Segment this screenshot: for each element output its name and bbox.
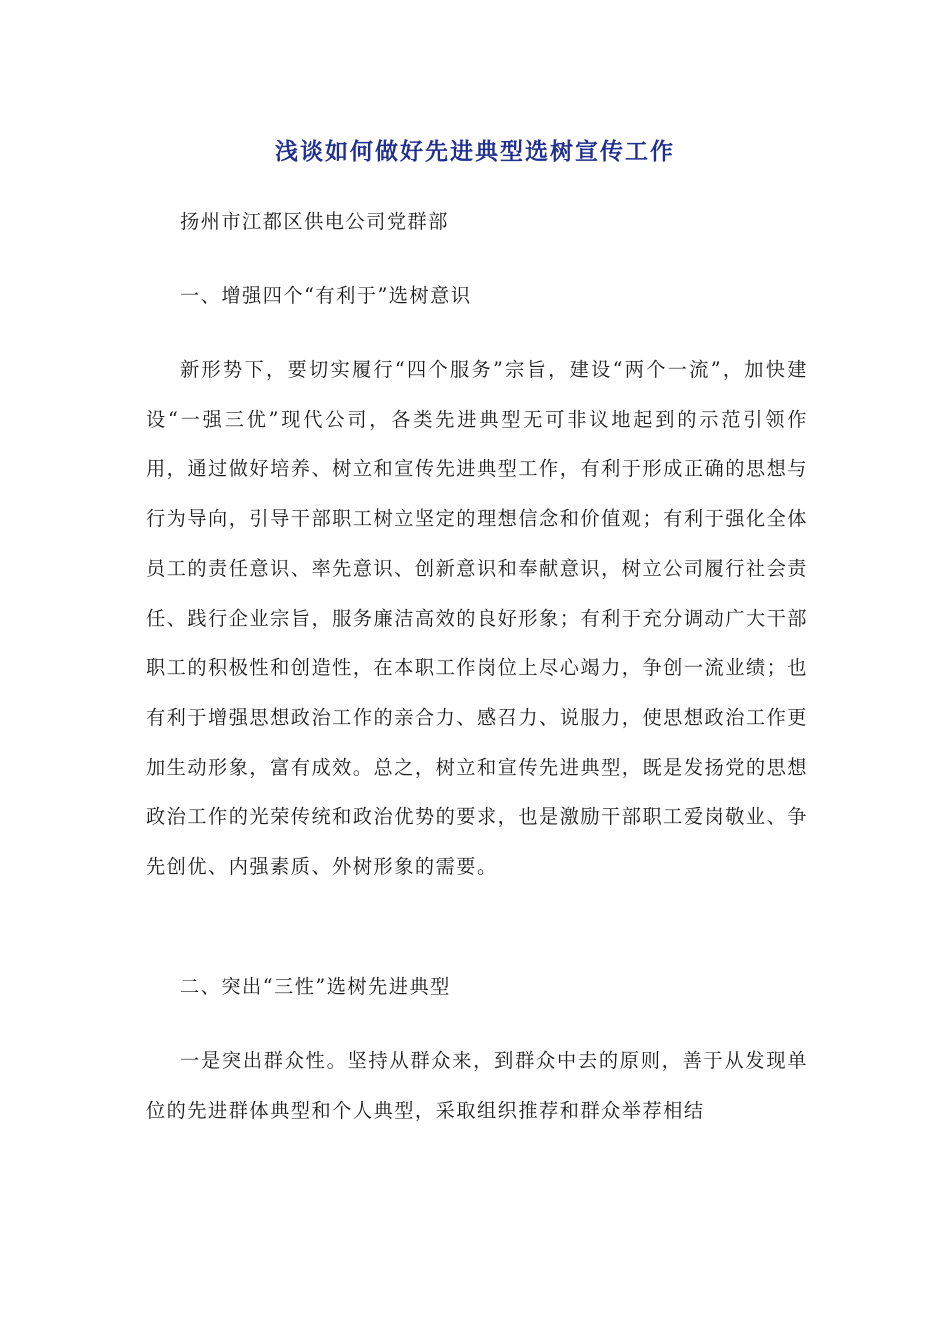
body-paragraph-2: 一是突出群众性。坚持从群众来，到群众中去的原则，善于从发现单位的先进群体典型和个人典型，采取组织推荐和群众举荐相结	[146, 1049, 808, 1122]
document-title: 浅谈如何做好先进典型选树宣传工作	[275, 138, 675, 165]
section-heading-2: 二、突出“三性”选树先进典型	[180, 975, 451, 998]
author-line: 扬州市江都区供电公司党群部	[180, 210, 449, 233]
body-paragraph-1: 新形势下，要切实履行“四个服务”宗旨，建设“两个一流”，加快建设“一强三优”现代公司，各类先进典型无可非议地起到的示范引领作用，通过做好培养、树立和宣传先进典型工作，有利于形成正确的思想与行为导向，引导干部职工树立坚定的理想信念和价值观；有利于强化全体员工的责任意识、率先意识、创新意识和奉献意识，树立公司履行社会责任、践行企业宗旨，服务廉洁高效的良好形象；有利于充分调动广大干部职工的积极性和创造性，在本职工作岗位上尽心竭力，争创一流业绩；也有利于增强思想政治工作的亲合力、感召力、说服力，使思想政治工作更加生动形象，富有成效。总之，树立和宣传先进典型，既是发扬党的思想政治工作的光荣传统和政治优势的要求，也是激励干部职工爱岗敬业、争先创优、内强素质、外树形象的需要。	[146, 358, 808, 879]
section-heading-1: 一、增强四个“有利于”选树意识	[180, 284, 472, 307]
